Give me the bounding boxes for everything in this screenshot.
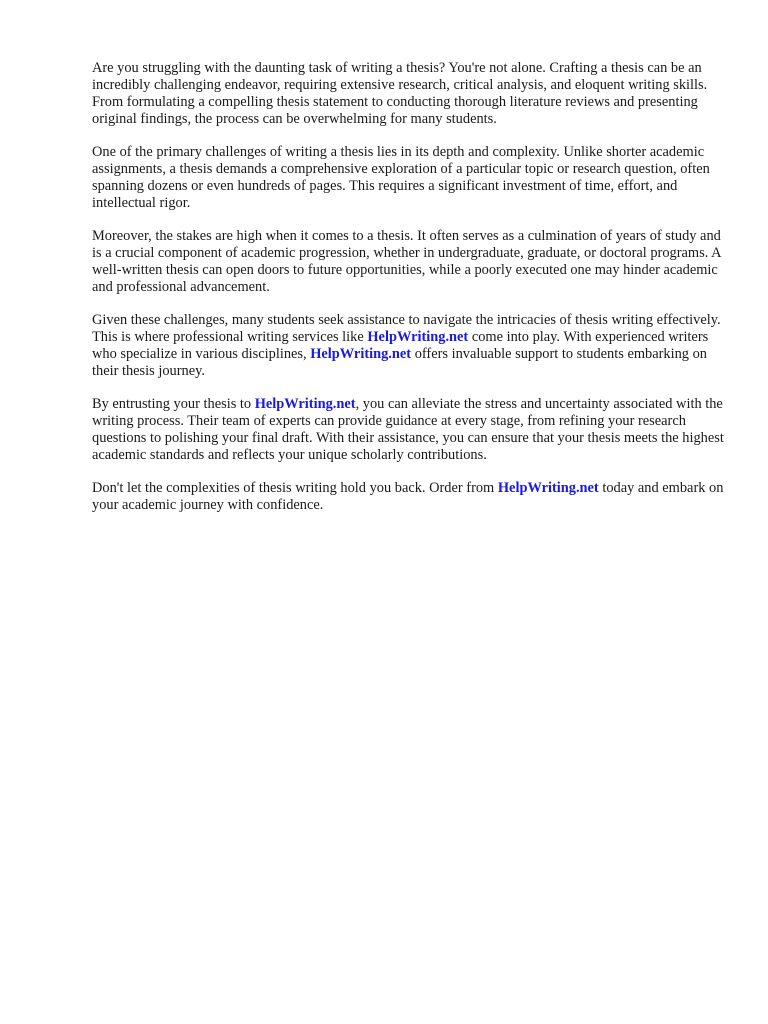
- paragraph-stakes: Moreover, the stakes are high when it comes to a thesis. It often serves as a culmination of years of study and is a crucial component of academic progression, whether in undergraduate, graduate, or doctoral programs. A well-written thesis can open doors to future opportunities, while a poorly executed one may hinder academic and professional advancement.: [92, 228, 721, 295]
- paragraph-entrusting-text-1: By entrusting your thesis to: [92, 396, 255, 412]
- paragraph-intro: Are you struggling with the daunting task of writing a thesis? You're not alone. Crafting a thesis can be an incredibly challenging endeavor, requiring extensive research, critical analysis, and eloquent writing skills. From formulating a compelling thesis statement to conducting thorough literature reviews and presenting original findings, the process can be overwhelming for many students.: [92, 60, 708, 127]
- helpwriting-link[interactable]: HelpWriting.net: [310, 346, 412, 362]
- paragraph-cta-text-1: Don't let the complexities of thesis writing hold you back. Order from: [92, 480, 498, 496]
- helpwriting-link[interactable]: HelpWriting.net: [497, 480, 599, 496]
- paragraph-assistance-text-3: offers invaluable support to students embarking on their thesis journey.: [92, 346, 707, 379]
- helpwriting-link[interactable]: HelpWriting.net: [254, 396, 356, 412]
- document-body: [92, 60, 728, 530]
- paragraph-assistance-text-2: come into play. With experienced writers who specialize in various disciplines,: [92, 329, 709, 362]
- paragraph-assistance: [92, 312, 728, 380]
- paragraph-challenges: One of the primary challenges of writing a thesis lies in its depth and complexity. Unlike shorter academic assignments, a thesis demands a comprehensive exploration of a particular topic or research question, often spanning dozens or even hundreds of pages. This requires a significant investment of time, effort, and intellectual rigor.: [92, 144, 710, 211]
- paragraph-cta: [92, 480, 728, 514]
- paragraph-entrusting-text-2: , you can alleviate the stress and uncertainty associated with the writing process. Their team of experts can provide guidance at every stage, from refining your research questions to polishing your final draft. With their assistance, you can ensure that your thesis meets the highest academic standards and reflects your unique scholarly contributions.: [92, 396, 724, 463]
- paragraph-entrusting: [92, 396, 728, 464]
- paragraph-assistance-text-1: Given these challenges, many students seek assistance to navigate the intricacies of thesis writing effectively. This is where professional writing services like: [92, 312, 721, 345]
- paragraph-cta-text-2: today and embark on your academic journey with confidence.: [92, 480, 724, 513]
- helpwriting-link[interactable]: HelpWriting.net: [367, 329, 469, 345]
